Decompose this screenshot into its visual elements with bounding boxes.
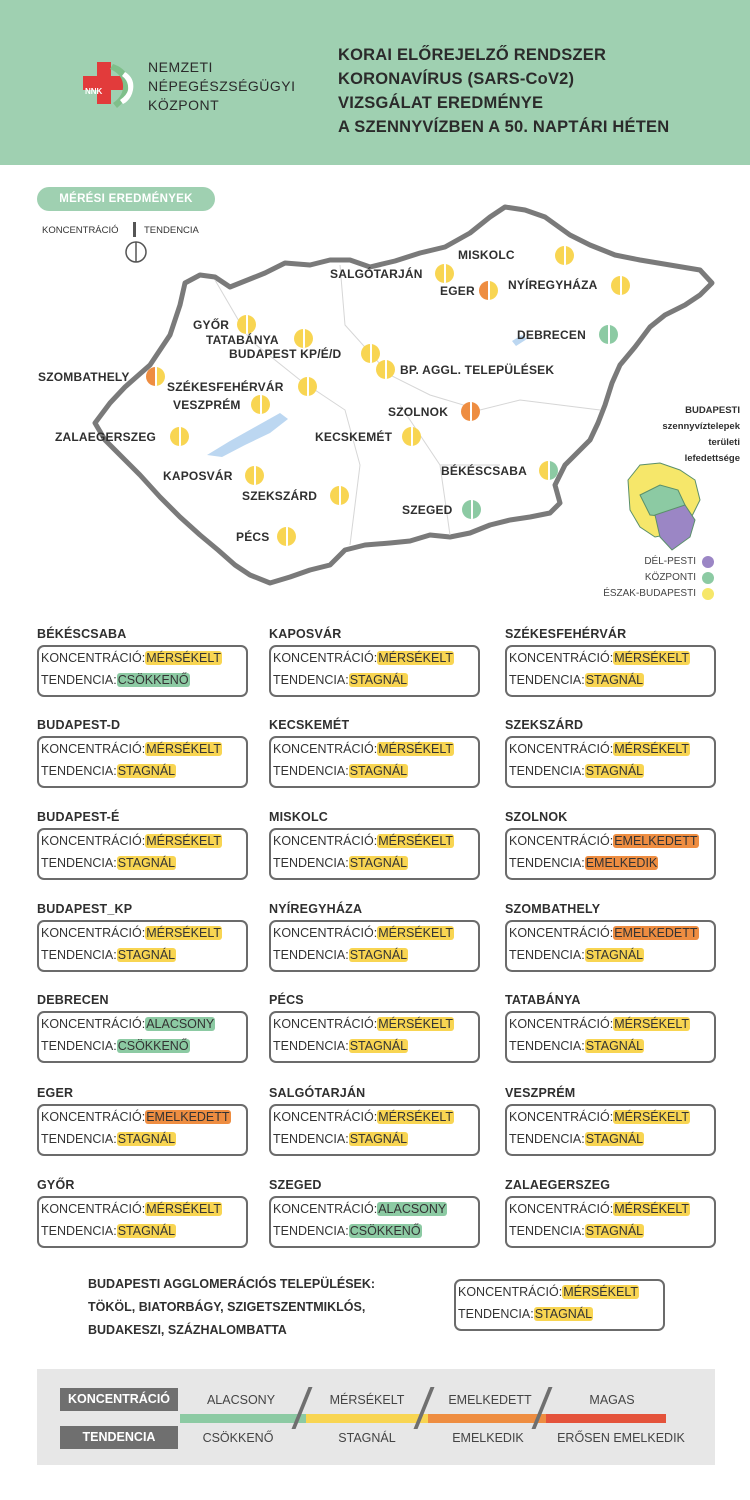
map-city-status-dot <box>298 377 317 396</box>
city-result-card <box>269 1196 480 1248</box>
card-city-title: SZEGED <box>269 1178 322 1192</box>
trend-value: STAGNÁL <box>117 764 176 778</box>
concentration-label: KONCENTRÁCIÓ: <box>509 1017 614 1031</box>
card-city-title: SZEKSZÁRD <box>505 718 584 732</box>
trend-value: STAGNÁL <box>585 764 644 778</box>
concentration-value: MÉRSÉKELT <box>563 1285 638 1299</box>
city-result-card <box>505 828 716 880</box>
map-city-label: DEBRECEN <box>517 328 586 342</box>
concentration-value: MÉRSÉKELT <box>614 651 689 665</box>
concentration-value: MÉRSÉKELT <box>614 1017 689 1031</box>
map-city-label: BP. AGGL. TELEPÜLÉSEK <box>400 363 555 377</box>
card-city-title: DEBRECEN <box>37 993 109 1007</box>
legend-trend-erosen-emelkedik: ERŐSEN EMELKEDIK <box>557 1431 685 1445</box>
map-city-status-dot <box>402 427 421 446</box>
trend-value: STAGNÁL <box>585 948 644 962</box>
map-city-label: SZOLNOK <box>388 405 449 419</box>
trend-value: CSÖKKENŐ <box>117 1039 189 1053</box>
concentration-value: MÉRSÉKELT <box>378 1017 453 1031</box>
city-result-card <box>269 1011 480 1063</box>
concentration-label: KONCENTRÁCIÓ: <box>273 1017 378 1031</box>
map-city-status-dot <box>245 466 264 485</box>
trend-label: TENDENCIA: <box>273 856 349 870</box>
trend-label: TENDENCIA: <box>273 1132 349 1146</box>
trend-value: STAGNÁL <box>585 673 644 687</box>
trend-label: TENDENCIA: <box>41 1132 117 1146</box>
city-result-card <box>505 1011 716 1063</box>
trend-value: STAGNÁL <box>534 1307 593 1321</box>
card-city-title: PÉCS <box>269 993 304 1007</box>
card-city-title: BUDAPEST_KP <box>37 902 133 916</box>
measurement-results-badge: MÉRÉSI EREDMÉNYEK <box>37 187 215 211</box>
card-city-title: BUDAPEST-É <box>37 810 120 824</box>
city-result-card <box>37 920 248 972</box>
concentration-value: ALACSONY <box>378 1202 447 1216</box>
concentration-label: KONCENTRÁCIÓ: <box>41 1110 146 1124</box>
map-city-status-dot <box>277 527 296 546</box>
map-city-label: GYŐR <box>193 318 230 332</box>
hungary-border <box>95 207 712 583</box>
city-result-card <box>37 828 248 880</box>
concentration-label: KONCENTRÁCIÓ: <box>509 834 614 848</box>
concentration-label: KONCENTRÁCIÓ: <box>41 1202 146 1216</box>
trend-value: STAGNÁL <box>117 856 176 870</box>
legend-conc-magas: MAGAS <box>589 1393 635 1407</box>
card-city-title: TATABÁNYA <box>505 993 581 1007</box>
map-city-status-dot <box>294 329 313 348</box>
nnk-logo-icon <box>75 58 145 116</box>
map-city-status-dot <box>251 395 270 414</box>
trend-value: STAGNÁL <box>117 1224 176 1238</box>
trend-label: TENDENCIA: <box>273 948 349 962</box>
map-city-label: SZEKSZÁRD <box>242 489 318 503</box>
card-city-title: VESZPRÉM <box>505 1086 576 1100</box>
map-city-label: KAPOSVÁR <box>163 469 233 483</box>
legend-conc-alacsony: ALACSONY <box>206 1393 276 1407</box>
concentration-label: KONCENTRÁCIÓ: <box>41 926 146 940</box>
concentration-value: MÉRSÉKELT <box>614 742 689 756</box>
map-city-status-dot <box>539 461 558 480</box>
trend-label: TENDENCIA: <box>273 764 349 778</box>
card-city-title: KAPOSVÁR <box>269 627 342 641</box>
trend-label: TENDENCIA: <box>509 856 585 870</box>
page-title: KORAI ELŐREJELZŐ RENDSZER KORONAVÍRUS (SARS-CoV2) VIZSGÁLAT EREDMÉNYE A SZENNYVÍZBEN A 50. NAPTÁRI HÉTEN <box>338 46 670 136</box>
card-city-title: MISKOLC <box>269 810 329 824</box>
concentration-label: KONCENTRÁCIÓ: <box>458 1285 563 1299</box>
trend-value: EMELKEDIK <box>585 856 658 870</box>
bp-legend-dot-kozponti <box>702 572 714 584</box>
map-city-status-dot <box>146 367 165 386</box>
concentration-label: KONCENTRÁCIÓ: <box>273 742 378 756</box>
city-result-card <box>505 736 716 788</box>
city-result-card <box>505 1196 716 1248</box>
city-result-card <box>269 736 480 788</box>
map-city-label: VESZPRÉM <box>173 398 241 412</box>
bp-legend-dot-eszak <box>702 588 714 600</box>
bp-legend-dot-del <box>702 556 714 568</box>
concentration-label: KONCENTRÁCIÓ: <box>273 834 378 848</box>
map-city-label: BUDAPEST KP/É/D <box>229 347 342 361</box>
city-result-card <box>269 920 480 972</box>
city-result-card <box>37 1196 248 1248</box>
card-city-title: BUDAPEST-D <box>37 718 121 732</box>
map-city-label: SZÉKESFEHÉRVÁR <box>167 380 284 394</box>
map-city-status-dot <box>611 276 630 295</box>
card-city-title: SZOMBATHELY <box>505 902 601 916</box>
concentration-label: KONCENTRÁCIÓ: <box>509 651 614 665</box>
trend-label: TENDENCIA: <box>273 673 349 687</box>
concentration-value: EMELKEDETT <box>146 1110 230 1124</box>
trend-value: STAGNÁL <box>349 1132 408 1146</box>
map-city-status-dot <box>599 325 618 344</box>
card-city-title: ZALAEGERSZEG <box>505 1178 611 1192</box>
city-result-card <box>37 645 248 697</box>
legend-trend-stagnal: STAGNÁL <box>338 1431 396 1445</box>
header-banner <box>0 0 750 165</box>
map-city-label: SZEGED <box>402 503 453 517</box>
card-city-title: EGER <box>37 1086 74 1100</box>
trend-label: TENDENCIA: <box>509 948 585 962</box>
concentration-label: KONCENTRÁCIÓ: <box>273 926 378 940</box>
legend-trend-csokkeno: CSÖKKENŐ <box>202 1431 274 1445</box>
card-city-title: NYÍREGYHÁZA <box>269 902 363 916</box>
legend-conc-emelkedett: EMELKEDETT <box>448 1393 532 1407</box>
city-result-card <box>37 1104 248 1156</box>
trend-value: STAGNÁL <box>585 1039 644 1053</box>
map-city-label: BÉKÉSCSABA <box>441 464 528 478</box>
trend-value: STAGNÁL <box>349 764 408 778</box>
bp-legend-eszak-budapesti: ÉSZAK-BUDAPESTI <box>603 588 696 599</box>
map-city-status-dot <box>170 427 189 446</box>
trend-value: STAGNÁL <box>349 1039 408 1053</box>
concentration-value: MÉRSÉKELT <box>378 1110 453 1124</box>
trend-label: TENDENCIA: <box>41 764 117 778</box>
trend-value: STAGNÁL <box>117 948 176 962</box>
concentration-label: KONCENTRÁCIÓ: <box>41 651 146 665</box>
trend-label: TENDENCIA: <box>509 673 585 687</box>
legend-conc-merseklet: MÉRSÉKELT <box>329 1393 405 1407</box>
trend-label: TENDENCIA: <box>509 1132 585 1146</box>
concentration-label: KONCENTRÁCIÓ: <box>41 834 146 848</box>
trend-label: TENDENCIA: <box>41 673 117 687</box>
concentration-value: MÉRSÉKELT <box>614 1110 689 1124</box>
card-city-title: KECSKEMÉT <box>269 718 350 732</box>
card-city-title: SZÉKESFEHÉRVÁR <box>505 627 627 641</box>
concentration-value: MÉRSÉKELT <box>378 926 453 940</box>
concentration-value: EMELKEDETT <box>614 834 698 848</box>
map-city-status-dot <box>555 246 574 265</box>
trend-label: TENDENCIA: <box>273 1039 349 1053</box>
map-city-label: TATABÁNYA <box>206 333 279 347</box>
legend-bar-merseklet <box>306 1414 428 1423</box>
concentration-label: KONCENTRÁCIÓ: <box>509 926 614 940</box>
trend-label: TENDENCIA: <box>509 764 585 778</box>
trend-label: TENDENCIA: <box>41 1224 117 1238</box>
concentration-value: MÉRSÉKELT <box>146 834 221 848</box>
trend-value: STAGNÁL <box>349 856 408 870</box>
trend-value: STAGNÁL <box>349 948 408 962</box>
trend-label: TENDENCIA: <box>273 1224 349 1238</box>
trend-label: TENDENCIA: <box>41 948 117 962</box>
city-result-card <box>37 736 248 788</box>
concentration-value: MÉRSÉKELT <box>378 834 453 848</box>
concentration-value: MÉRSÉKELT <box>378 742 453 756</box>
trend-value: STAGNÁL <box>585 1132 644 1146</box>
concentration-value: MÉRSÉKELT <box>614 1202 689 1216</box>
organization-name: NEMZETI NÉPEGÉSZSÉGÜGYI KÖZPONT <box>148 59 296 113</box>
legend-trend-label: TENDENCIA <box>60 1426 178 1449</box>
concentration-value: MÉRSÉKELT <box>146 926 221 940</box>
concentration-value: EMELKEDETT <box>614 926 698 940</box>
map-city-label: KECSKEMÉT <box>315 430 393 444</box>
bp-legend-kozponti: KÖZPONTI <box>644 572 696 583</box>
bp-legend-del-pesti: DÉL-PESTI <box>644 556 696 567</box>
trend-label: TENDENCIA: <box>41 856 117 870</box>
map-city-status-dot <box>237 315 256 334</box>
map-city-status-dot <box>330 486 349 505</box>
map-city-label: ZALAEGERSZEG <box>55 430 157 444</box>
city-result-card <box>505 1104 716 1156</box>
concentration-label: KONCENTRÁCIÓ: <box>273 1202 378 1216</box>
concentration-label: KONCENTRÁCIÓ: <box>509 742 614 756</box>
concentration-label: KONCENTRÁCIÓ: <box>509 1202 614 1216</box>
map-city-status-dot <box>461 402 480 421</box>
city-result-card <box>505 645 716 697</box>
trend-label: TENDENCIA: <box>41 1039 117 1053</box>
legend-bar-emelkedett <box>428 1414 546 1423</box>
trend-label: TENDENCIA: <box>509 1224 585 1238</box>
card-city-title: GYŐR <box>37 1178 75 1192</box>
concentration-value: MÉRSÉKELT <box>146 1202 221 1216</box>
key-concentration-label: KONCENTRÁCIÓ <box>42 225 119 236</box>
trend-value: CSÖKKENŐ <box>349 1224 421 1238</box>
card-city-title: SZOLNOK <box>505 810 568 824</box>
concentration-value: ALACSONY <box>146 1017 215 1031</box>
map-city-status-dot <box>376 360 395 379</box>
legend-trend-emelkedik: EMELKEDIK <box>452 1431 524 1445</box>
city-result-card <box>269 828 480 880</box>
city-result-card <box>269 645 480 697</box>
concentration-label: KONCENTRÁCIÓ: <box>41 1017 146 1031</box>
concentration-label: KONCENTRÁCIÓ: <box>273 1110 378 1124</box>
map-city-status-dot <box>462 500 481 519</box>
trend-value: STAGNÁL <box>117 1132 176 1146</box>
legend-bar-alacsony <box>180 1414 306 1423</box>
key-trend-label: TENDENCIA <box>144 225 199 236</box>
legend-bar-magas <box>546 1414 666 1423</box>
card-city-title: BÉKÉSCSABA <box>37 627 127 641</box>
map-city-label: NYÍREGYHÁZA <box>508 278 598 292</box>
city-result-card <box>269 1104 480 1156</box>
trend-value: STAGNÁL <box>585 1224 644 1238</box>
agglomeration-settlements: BUDAPESTI AGGLOMERÁCIÓS TELEPÜLÉSEK: TÖKÖL, BIATORBÁGY, SZIGETSZENTMIKLÓS, BUDAKESZI, SZÁZHALOMBATTA <box>88 1277 376 1337</box>
trend-label: TENDENCIA: <box>458 1307 534 1321</box>
map-city-status-dot <box>435 264 454 283</box>
concentration-value: MÉRSÉKELT <box>146 742 221 756</box>
map-city-label: PÉCS <box>236 530 270 544</box>
trend-value: STAGNÁL <box>349 673 408 687</box>
concentration-label: KONCENTRÁCIÓ: <box>41 742 146 756</box>
card-city-title: SALGÓTARJÁN <box>269 1086 366 1100</box>
trend-value: CSÖKKENŐ <box>117 673 189 687</box>
concentration-value: MÉRSÉKELT <box>378 651 453 665</box>
map-city-label: MISKOLC <box>458 248 515 262</box>
concentration-value: MÉRSÉKELT <box>146 651 221 665</box>
city-result-card <box>37 1011 248 1063</box>
map-city-label: SZOMBATHELY <box>38 370 130 384</box>
map-city-status-dot <box>479 281 498 300</box>
svg-text:NNK: NNK <box>85 87 103 96</box>
map-city-label: EGER <box>440 284 475 298</box>
map-city-label: SALGÓTARJÁN <box>330 267 423 281</box>
budapest-coverage-title: BUDAPESTI szennyvíztelepek területi lefedettsége <box>662 405 740 464</box>
city-result-card <box>505 920 716 972</box>
concentration-label: KONCENTRÁCIÓ: <box>509 1110 614 1124</box>
concentration-label: KONCENTRÁCIÓ: <box>273 651 378 665</box>
trend-label: TENDENCIA: <box>509 1039 585 1053</box>
legend-concentration-label: KONCENTRÁCIÓ <box>60 1388 178 1411</box>
agglomeration-card <box>454 1279 665 1331</box>
budapest-coverage-map <box>628 463 700 550</box>
